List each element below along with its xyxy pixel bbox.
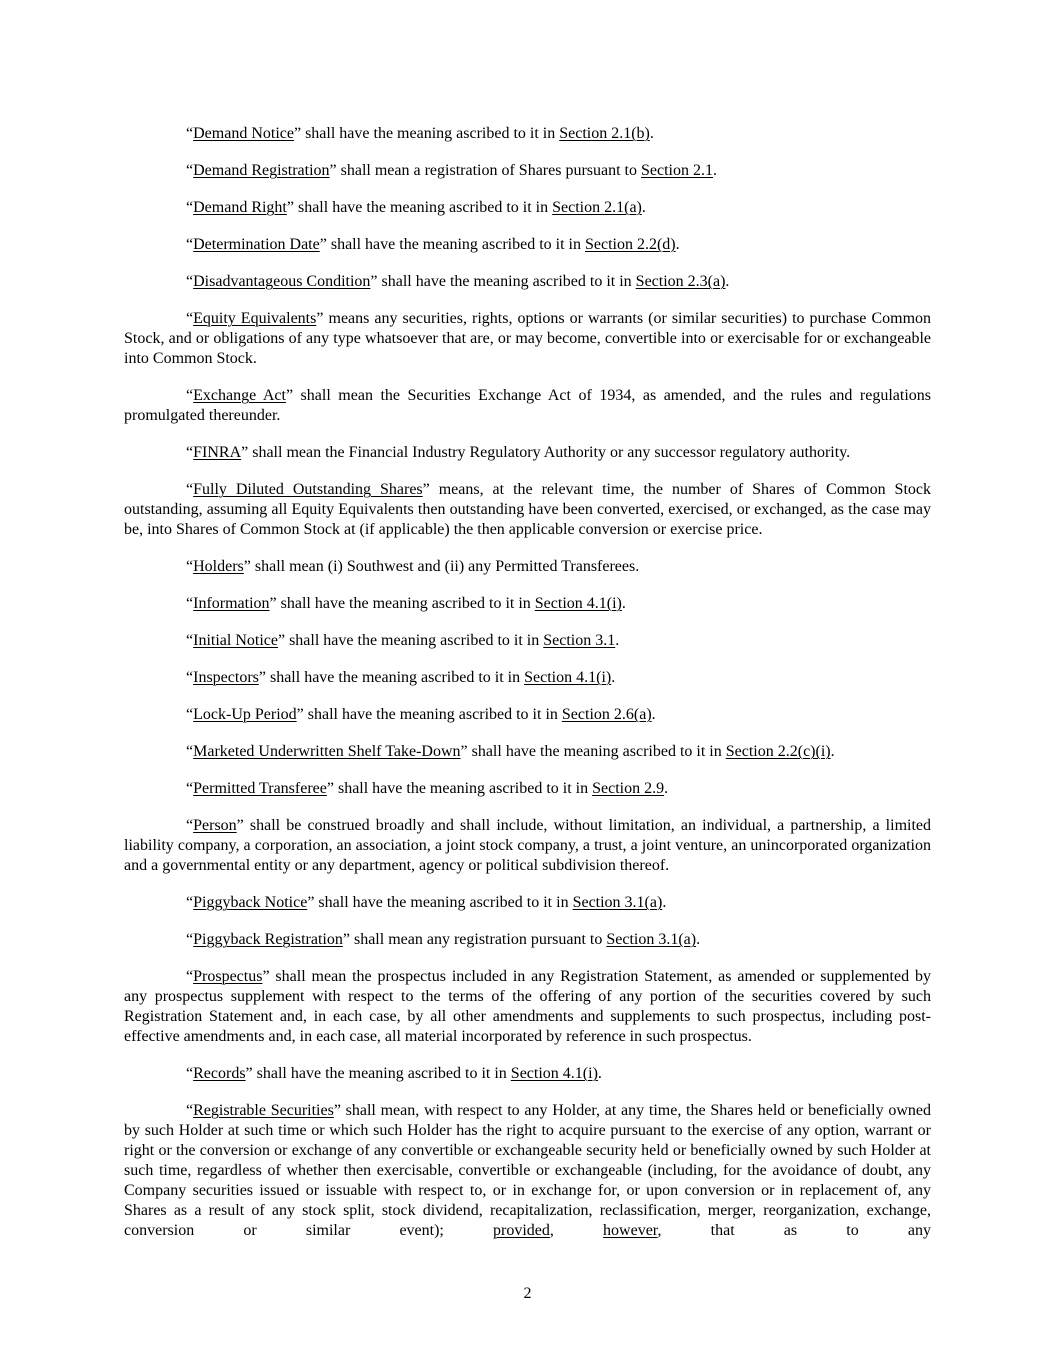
- definition-paragraph: [124, 386, 931, 426]
- underlined-reference: Section 4.1(i): [534, 595, 622, 612]
- underlined-reference: Section 4.1(i): [524, 669, 612, 686]
- paragraph-text: ” shall mean the Financial Industry Regulatory Authority or any successor regulatory authority.: [241, 444, 851, 461]
- underlined-reference: Section 2.9: [592, 780, 665, 797]
- defined-term: FINRA: [193, 444, 242, 461]
- paragraph-text: ” shall have the meaning ascribed to it in: [245, 1065, 511, 1082]
- defined-term: Piggyback Notice: [193, 894, 308, 911]
- underlined-reference: Section 2.2(d): [584, 236, 676, 253]
- paragraph-text: ,: [549, 1222, 604, 1239]
- paragraph-text: ” shall mean the Securities Exchange Act of 1934, as amended, and the rules and regulations promulgated thereunder.: [124, 387, 932, 424]
- paragraph-text: .: [611, 669, 616, 686]
- paragraph-text: “: [186, 310, 194, 327]
- defined-term: Initial Notice: [193, 632, 278, 649]
- definition-paragraph: [124, 161, 931, 181]
- definition-paragraph: [124, 557, 931, 577]
- defined-term: Person: [193, 817, 237, 834]
- defined-term: Information: [193, 595, 270, 612]
- paragraph-text: “: [186, 1102, 194, 1119]
- defined-term: Prospectus: [193, 968, 263, 985]
- underlined-reference: Section 2.1(a): [552, 199, 642, 216]
- paragraph-text: “: [186, 125, 194, 142]
- paragraph-text: ” shall mean, with respect to any Holder, at any time, the Shares held or beneficially owned by such Holder at such time or which such Holder has the right to acquire pursuant to the exercise of any option, warrant or right or the conversion or exchange of any convertible or exchangeable security held or beneficially owned by such Holder at such time, regardless of whether then exercisable, convertible or exchangeable (including, for the avoidance of doubt, any Company securities issued or issuable with respect to, or in exchange for, or upon conversion or in replacement of, any Shares as a result of any stock split, stock dividend, recapitalization, reclassification, merger, reorganization, exchange, conversion or similar event);: [124, 1102, 931, 1239]
- definition-paragraph: [124, 1064, 931, 1084]
- paragraph-text: “: [186, 743, 194, 760]
- paragraph-text: ” shall mean a registration of Shares pursuant to: [329, 162, 641, 179]
- definition-paragraph: [124, 594, 931, 614]
- paragraph-text: “: [186, 632, 194, 649]
- underlined-reference: Section 2.1: [641, 162, 713, 179]
- defined-term: Registrable Securities: [193, 1102, 334, 1119]
- defined-term: Demand Notice: [193, 125, 294, 142]
- paragraph-text: “: [186, 273, 194, 290]
- paragraph-text: ” shall mean the prospectus included in any Registration Statement, as amended or supplemented by any prospectus supplement with respect to the terms of the offering of any portion of the securities covered by such Registration Statement and, in each case, by all other amendments and supplements to such prospectus, including post-effective amendments and, in each case, all material incorporated by reference in such prospectus.: [124, 968, 931, 1045]
- defined-term: Fully Diluted Outstanding Shares: [193, 481, 423, 498]
- defined-term: Determination Date: [193, 236, 320, 253]
- definition-paragraph: [124, 967, 931, 1047]
- paragraph-text: .: [830, 743, 835, 760]
- defined-term: Demand Registration: [193, 162, 330, 179]
- paragraph-text: “: [186, 558, 194, 575]
- definition-paragraph: [124, 742, 931, 762]
- paragraph-text: ” shall be construed broadly and shall include, without limitation, an individual, a partnership, a limited liability company, a corporation, an association, a joint stock company, a trust, a joint venture, an unincorporated organization and a governmental entity or any department, agency or political subdivision thereof.: [124, 817, 931, 874]
- paragraph-text: ” shall have the meaning ascribed to it in: [269, 595, 535, 612]
- paragraph-text: “: [186, 706, 194, 723]
- paragraph-text: ” shall have the meaning ascribed to it in: [277, 632, 544, 649]
- definition-paragraph: [124, 668, 931, 688]
- paragraph-text: .: [641, 199, 646, 216]
- definition-paragraph: [124, 480, 931, 540]
- paragraph-text: ” shall mean (i) Southwest and (ii) any Permitted Transferees.: [243, 558, 640, 575]
- paragraph-text: “: [186, 162, 194, 179]
- defined-term: Disadvantageous Condition: [193, 273, 371, 290]
- definition-paragraph: [124, 816, 931, 876]
- definition-paragraph: [124, 309, 931, 369]
- paragraph-text: .: [621, 595, 626, 612]
- definition-paragraph: [124, 235, 931, 255]
- paragraph-text: ” shall mean any registration pursuant to: [342, 931, 607, 948]
- definition-paragraph: [124, 272, 931, 292]
- paragraph-text: .: [675, 236, 680, 253]
- paragraph-text: “: [186, 236, 194, 253]
- paragraph-text: ” shall have the meaning ascribed to it in: [326, 780, 593, 797]
- paragraph-text: .: [597, 1065, 602, 1082]
- definition-paragraph: [124, 443, 931, 463]
- underlined-reference: however: [603, 1222, 658, 1239]
- paragraph-text: .: [615, 632, 620, 649]
- defined-term: Demand Right: [193, 199, 287, 216]
- underlined-reference: provided: [493, 1222, 550, 1239]
- paragraph-text: ” shall have the meaning ascribed to it in: [319, 236, 585, 253]
- defined-term: Records: [193, 1065, 246, 1082]
- paragraph-text: “: [186, 444, 194, 461]
- underlined-reference: Section 2.3(a): [635, 273, 726, 290]
- defined-term: Lock-Up Period: [193, 706, 297, 723]
- underlined-reference: Section 4.1(i): [510, 1065, 598, 1082]
- definition-paragraph: [124, 124, 931, 144]
- underlined-reference: Section 3.1(a): [572, 894, 663, 911]
- paragraph-text: ” shall have the meaning ascribed to it in: [460, 743, 726, 760]
- underlined-reference: Section 2.2(c)(i): [725, 743, 831, 760]
- paragraph-text: “: [186, 199, 194, 216]
- paragraph-text: “: [186, 894, 194, 911]
- paragraph-text: “: [186, 780, 194, 797]
- defined-term: Marketed Underwritten Shelf Take-Down: [193, 743, 461, 760]
- paragraph-text: “: [186, 968, 194, 985]
- underlined-reference: Section 2.1(b): [559, 125, 650, 142]
- paragraph-text: ” means, at the relevant time, the number of Shares of Common Stock outstanding, assuming all Equity Equivalents then outstanding have been converted, exercised, or exchanged, as the case may be, into Shares of Common Stock at (if applicable) the then applicable conversion or exercise price.: [124, 481, 931, 538]
- paragraph-text: “: [186, 387, 194, 404]
- underlined-reference: Section 2.6(a): [561, 706, 652, 723]
- definition-paragraph: [124, 930, 931, 950]
- definition-paragraph: [124, 198, 931, 218]
- paragraph-text: “: [186, 481, 194, 498]
- paragraph-text: .: [664, 780, 669, 797]
- paragraph-text: “: [186, 931, 194, 948]
- underlined-reference: Section 3.1: [543, 632, 616, 649]
- defined-term: Piggyback Registration: [193, 931, 343, 948]
- defined-term: Equity Equivalents: [193, 310, 317, 327]
- paragraph-text: .: [713, 162, 717, 179]
- definition-paragraph: [124, 1101, 931, 1241]
- definition-paragraph: [124, 705, 931, 725]
- paragraph-text: , that as to any: [657, 1222, 931, 1239]
- paragraph-text: “: [186, 1065, 194, 1082]
- page-number: 2: [523, 1285, 532, 1302]
- paragraph-text: “: [186, 669, 194, 686]
- document-body: [124, 124, 931, 1258]
- defined-term: Permitted Transferee: [193, 780, 327, 797]
- defined-term: Holders: [193, 558, 244, 575]
- definition-paragraph: [124, 631, 931, 651]
- paragraph-text: ” means any securities, rights, options or warrants (or similar securities) to purchase Common Stock, and or obligations of any type whatsoever that are, or may become, convertible into or exercisable for or exchangeable into Common Stock.: [124, 310, 932, 367]
- paragraph-text: ” shall have the meaning ascribed to it in: [370, 273, 636, 290]
- paragraph-text: .: [662, 894, 667, 911]
- defined-term: Exchange Act: [193, 387, 286, 404]
- defined-term: Inspectors: [193, 669, 259, 686]
- definition-paragraph: [124, 779, 931, 799]
- paragraph-text: .: [651, 706, 656, 723]
- definition-paragraph: [124, 893, 931, 913]
- paragraph-text: ” shall have the meaning ascribed to it in: [258, 669, 525, 686]
- paragraph-text: ” shall have the meaning ascribed to it in: [296, 706, 562, 723]
- paragraph-text: ” shall have the meaning ascribed to it in: [286, 199, 553, 216]
- paragraph-text: ” shall have the meaning ascribed to it in: [307, 894, 573, 911]
- paragraph-text: ” shall have the meaning ascribed to it in: [293, 125, 560, 142]
- paragraph-text: .: [725, 273, 730, 290]
- paragraph-text: .: [649, 125, 654, 142]
- paragraph-text: .: [696, 931, 701, 948]
- paragraph-text: “: [186, 595, 194, 612]
- underlined-reference: Section 3.1(a): [606, 931, 697, 948]
- paragraph-text: “: [186, 817, 194, 834]
